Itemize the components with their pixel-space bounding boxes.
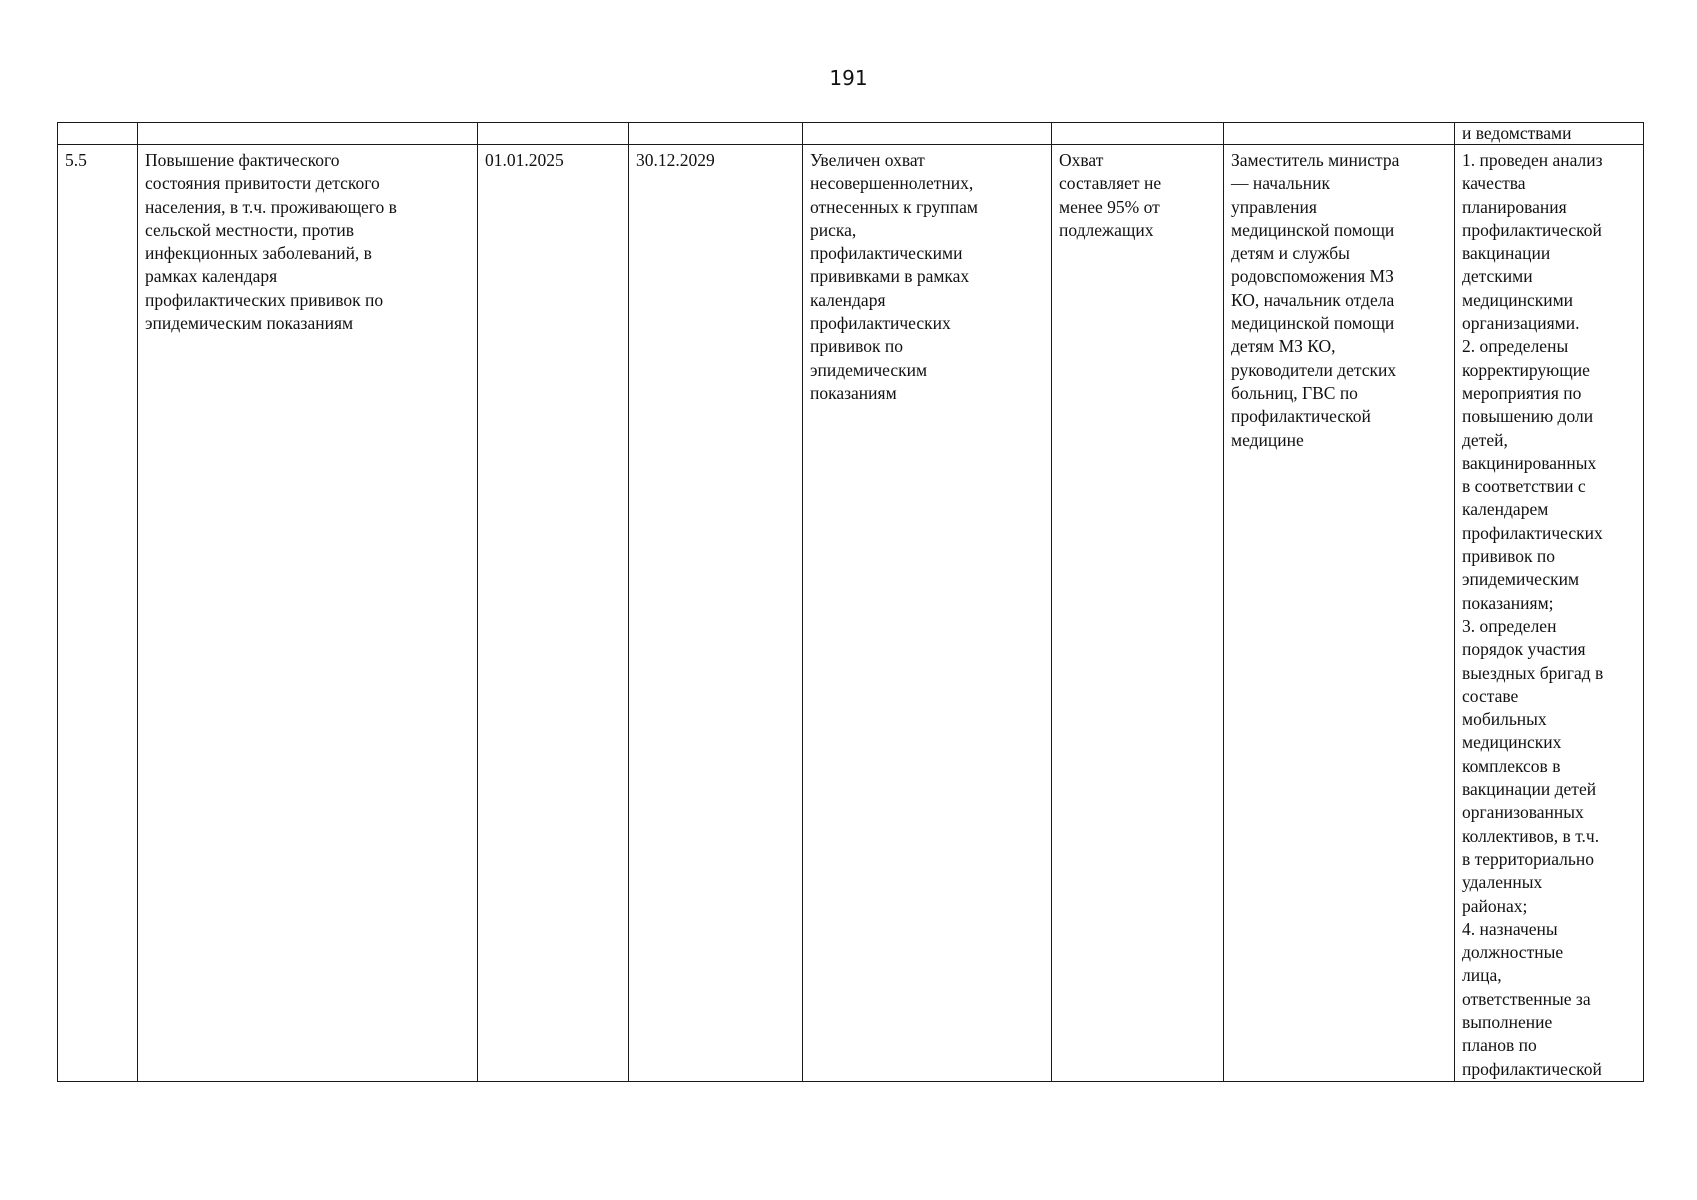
table-cell (629, 123, 803, 145)
control-measures: 1. проведен анализ качества планирования профилактической вакцинации детскими медицинскими организациями. 2. определены корректирующие мероприятия по повышению доли детей, вакцинированных в соответствии с календарем профилактических прививок по эпидемическим показаниям; 3. определен порядок участия выездных бригад в составе мобильных медицинских комплексов в вакцинации детей организованных коллективов, в т.ч. в территориально удаленных районах; 4. назначены должностные лица, ответственные за выполнение планов по профилактической (1462, 150, 1604, 1079)
start-date: 01.01.2025 (485, 150, 564, 170)
responsible-cell (1224, 145, 1455, 1082)
indicator-cell (1052, 145, 1224, 1082)
end-date-cell (629, 145, 803, 1082)
row-number-cell (58, 145, 138, 1082)
table-cell (803, 123, 1052, 145)
table-cell (58, 123, 138, 145)
plan-table (57, 122, 1644, 1082)
activity-name: Повышение фактического состояния привитости детского населения, в т.ч. проживающего в сельской местности, против инфекционных заболеваний, в рамках календаря профилактических прививок по эпидемическим показаниям (145, 150, 397, 334)
row-number: 5.5 (65, 150, 87, 170)
expected-result: Увеличен охват несовершеннолетних, отнесенных к группам риска, профилактическими прививками в рамках календаря профилактических прививок по эпидемическим показаниям (810, 150, 978, 403)
end-date: 30.12.2029 (636, 150, 715, 170)
page-number: 191 (829, 66, 868, 90)
table-cell (138, 123, 478, 145)
table-cell (478, 123, 629, 145)
indicator: Охват составляет не менее 95% от подлежащих (1059, 150, 1162, 240)
table-cell (1052, 123, 1224, 145)
result-cell (803, 145, 1052, 1082)
table-row (58, 145, 1644, 1082)
continuation-row (58, 123, 1644, 145)
activity-name-cell (138, 145, 478, 1082)
continuation-cell: и ведомствами (1455, 123, 1644, 145)
responsible: Заместитель министра — начальник управления медицинской помощи детям и службы родовспоможения МЗ КО, начальник отдела медицинской помощи детям МЗ КО, руководители детских больниц, ГВС по профилактической медицине (1231, 150, 1400, 450)
control-cell (1455, 145, 1644, 1082)
table-cell (1224, 123, 1455, 145)
start-date-cell (478, 145, 629, 1082)
